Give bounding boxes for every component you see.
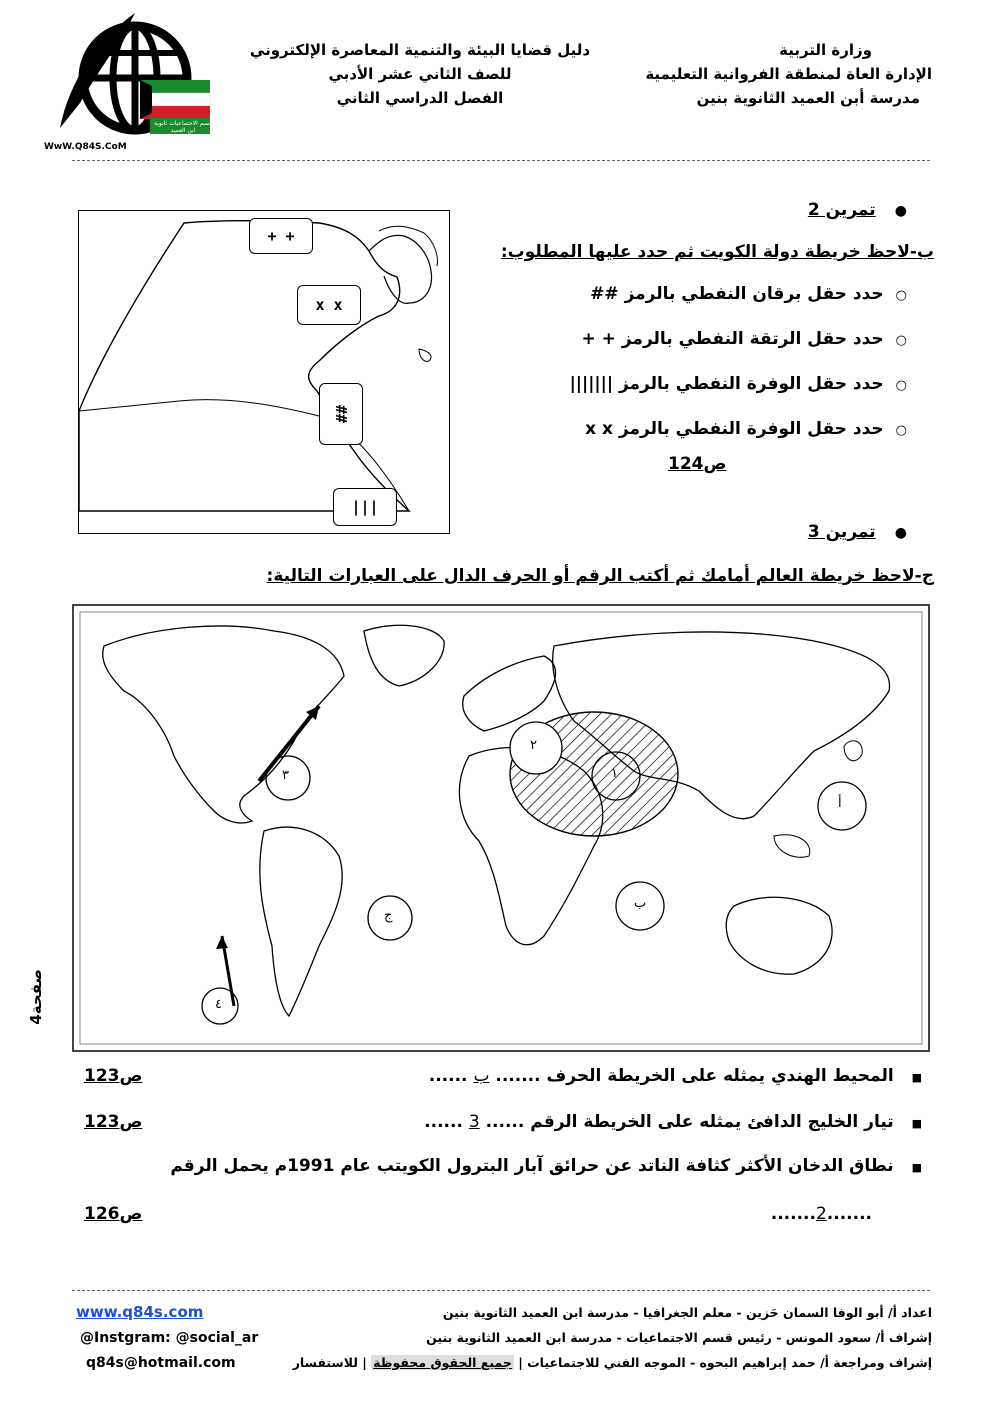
guide-line-2: للصف الثاني عشر الأدبي bbox=[328, 65, 512, 83]
map-symbol-hash: ## bbox=[319, 383, 363, 445]
kuwait-outline-icon bbox=[79, 211, 449, 533]
logo-url-text: WwW.Q84S.CoM bbox=[44, 142, 127, 152]
footer-credit-3-text: إشراف ومراجعة أ/ حمد إبراهيم البحوه - الموجه الفني للاجتماعيات | bbox=[518, 1355, 932, 1370]
exercise3-item-2-tail: ...... bbox=[424, 1112, 463, 1132]
email-address[interactable]: q84s@hotmail.com bbox=[86, 1355, 236, 1371]
exercise2-item-text: حدد حقل الرتقة النفطي بالرمز + + bbox=[581, 329, 884, 349]
ministry-line-3: مدرسة أبن العميد الثانوية بنين bbox=[696, 89, 920, 107]
world-label-alef: أ bbox=[838, 796, 842, 811]
guide-line-3: الفصل الدراسي الثاني bbox=[336, 89, 504, 107]
footer-credit-3 bbox=[293, 1355, 932, 1370]
exercise2-item-text: حدد حقل برقان النفطي بالرمز ## bbox=[590, 284, 884, 304]
exercise2-item bbox=[570, 329, 907, 374]
exercise3-item-1-answer[interactable]: ب bbox=[473, 1066, 490, 1086]
logo-badge-text: قسم الاجتماعيات ثانوية ابن العميد bbox=[154, 120, 212, 134]
square-bullet-icon: ■ bbox=[911, 1071, 922, 1084]
map-symbol-bars: ||| bbox=[333, 488, 397, 526]
world-label-3: ٣ bbox=[282, 768, 289, 783]
map-symbol-x: x x bbox=[297, 285, 361, 325]
globe-flag-logo-icon bbox=[40, 8, 240, 158]
exercise3-item-1-ref: ص123 bbox=[84, 1066, 143, 1086]
exercise3-item-1 bbox=[342, 1066, 922, 1086]
exercise3-title bbox=[808, 522, 907, 542]
side-page-label: صفحة4 bbox=[27, 969, 45, 1025]
guide-line-1: دليل قضايا البيئة والتنمية المعاصرة الإلكتروني bbox=[249, 41, 591, 59]
square-bullet-icon: ■ bbox=[911, 1161, 922, 1174]
square-bullet-icon: ■ bbox=[911, 1117, 922, 1130]
footer-credit-1: اعداد أ/ أبو الوفا السمان حَزين - معلم الجغرافيا - مدرسة ابن العميد الثانوية بنين bbox=[442, 1305, 932, 1320]
world-map bbox=[72, 604, 930, 1052]
exercise3-item-3-pre: ....... bbox=[826, 1204, 872, 1224]
map-symbol-plus: + + bbox=[249, 218, 313, 254]
world-label-2: ٢ bbox=[530, 738, 537, 753]
world-outline-icon bbox=[74, 606, 928, 1050]
guide-header bbox=[240, 38, 600, 110]
bullet-icon: ● bbox=[894, 525, 907, 541]
world-label-ba: ب bbox=[634, 896, 647, 911]
circle-bullet-icon: ○ bbox=[895, 423, 907, 438]
exercise2-title-text: تمرين 2 bbox=[807, 200, 876, 220]
exercise2-page-ref: ص124 bbox=[668, 454, 727, 474]
circle-bullet-icon: ○ bbox=[895, 378, 907, 393]
exercise3-item-3-answer-line bbox=[771, 1204, 872, 1224]
exercise3-item-1-tail: ...... bbox=[428, 1066, 468, 1086]
inquiry-label: | للاستفسار bbox=[292, 1355, 367, 1370]
world-label-jim: ج bbox=[384, 908, 393, 923]
exercise3-item-2-text: تيار الخليج الدافئ يمثله على الخريطة الرقم ...... bbox=[485, 1112, 894, 1132]
exercise2-items bbox=[570, 284, 907, 464]
site-logo[interactable] bbox=[40, 8, 240, 158]
world-label-4: ٤ bbox=[215, 997, 222, 1012]
bullet-icon: ● bbox=[894, 203, 907, 219]
exercise3-item-3-text: نطاق الدخان الأكثر كثافة الناتد عن حرائق آبار البترول الكويتب عام 1991م يحمل الرقم bbox=[170, 1156, 894, 1176]
circle-bullet-icon: ○ bbox=[895, 333, 907, 348]
exercise3-item-3 bbox=[170, 1156, 922, 1176]
ministry-line-1: وزارة التربية bbox=[779, 41, 872, 59]
exercise2-item bbox=[570, 419, 907, 464]
footer-credit-2: إشراف أ/ سعود المونس - رئيس قسم الاجتماعيات - مدرسة ابن العميد الثانوية بنين bbox=[426, 1330, 932, 1345]
ministry-line-2: الإدارة العاة لمنطقة الفروانية التعليمية bbox=[645, 65, 932, 83]
exercise2-question: ب-لاحظ خريطة دولة الكويت ثم حدد عليها المطلوب: bbox=[500, 242, 934, 262]
exercise3-item-3-ref: ص126 bbox=[84, 1204, 143, 1224]
exercise2-item-text: حدد حقل الوفرة النفطي بالرمز ||||||| bbox=[569, 374, 884, 394]
exercise3-item-1-text: المحيط الهندي يمثله على الخريطة الحرف ....... bbox=[495, 1066, 894, 1086]
exercise2-title bbox=[808, 200, 907, 220]
exercise2-item-text: حدد حقل الوفرة النفطي بالرمز x x bbox=[585, 419, 884, 439]
exercise2-item bbox=[570, 284, 907, 329]
exercise2-item bbox=[570, 374, 907, 419]
website-link[interactable]: www.q84s.com bbox=[76, 1303, 204, 1321]
exercise3-item-3-answer[interactable]: 2 bbox=[815, 1204, 827, 1224]
exercise3-item-2-answer[interactable]: 3 bbox=[468, 1112, 480, 1132]
exercise3-question: ج-لاحظ خريطة العالم أمامك ثم أكتب الرقم أو الحرف الدال على العبارات التالية: bbox=[266, 566, 934, 586]
exercise3-item-2 bbox=[342, 1112, 922, 1132]
footer-divider bbox=[72, 1290, 930, 1291]
rights-reserved-badge: جميع الحقوق محفوظة bbox=[373, 1355, 512, 1370]
exercise3-item-2-ref: ص123 bbox=[84, 1112, 143, 1132]
ministry-header bbox=[645, 38, 932, 110]
kuwait-map bbox=[78, 210, 450, 534]
exercise3-item-3-tail: ....... bbox=[770, 1204, 816, 1224]
instagram-handle[interactable]: @Instgram: @social_ar bbox=[80, 1330, 259, 1346]
exercise3-title-text: تمرين 3 bbox=[807, 522, 876, 542]
world-label-1: ١ bbox=[611, 766, 618, 781]
circle-bullet-icon: ○ bbox=[895, 288, 907, 303]
header-divider bbox=[72, 160, 930, 161]
